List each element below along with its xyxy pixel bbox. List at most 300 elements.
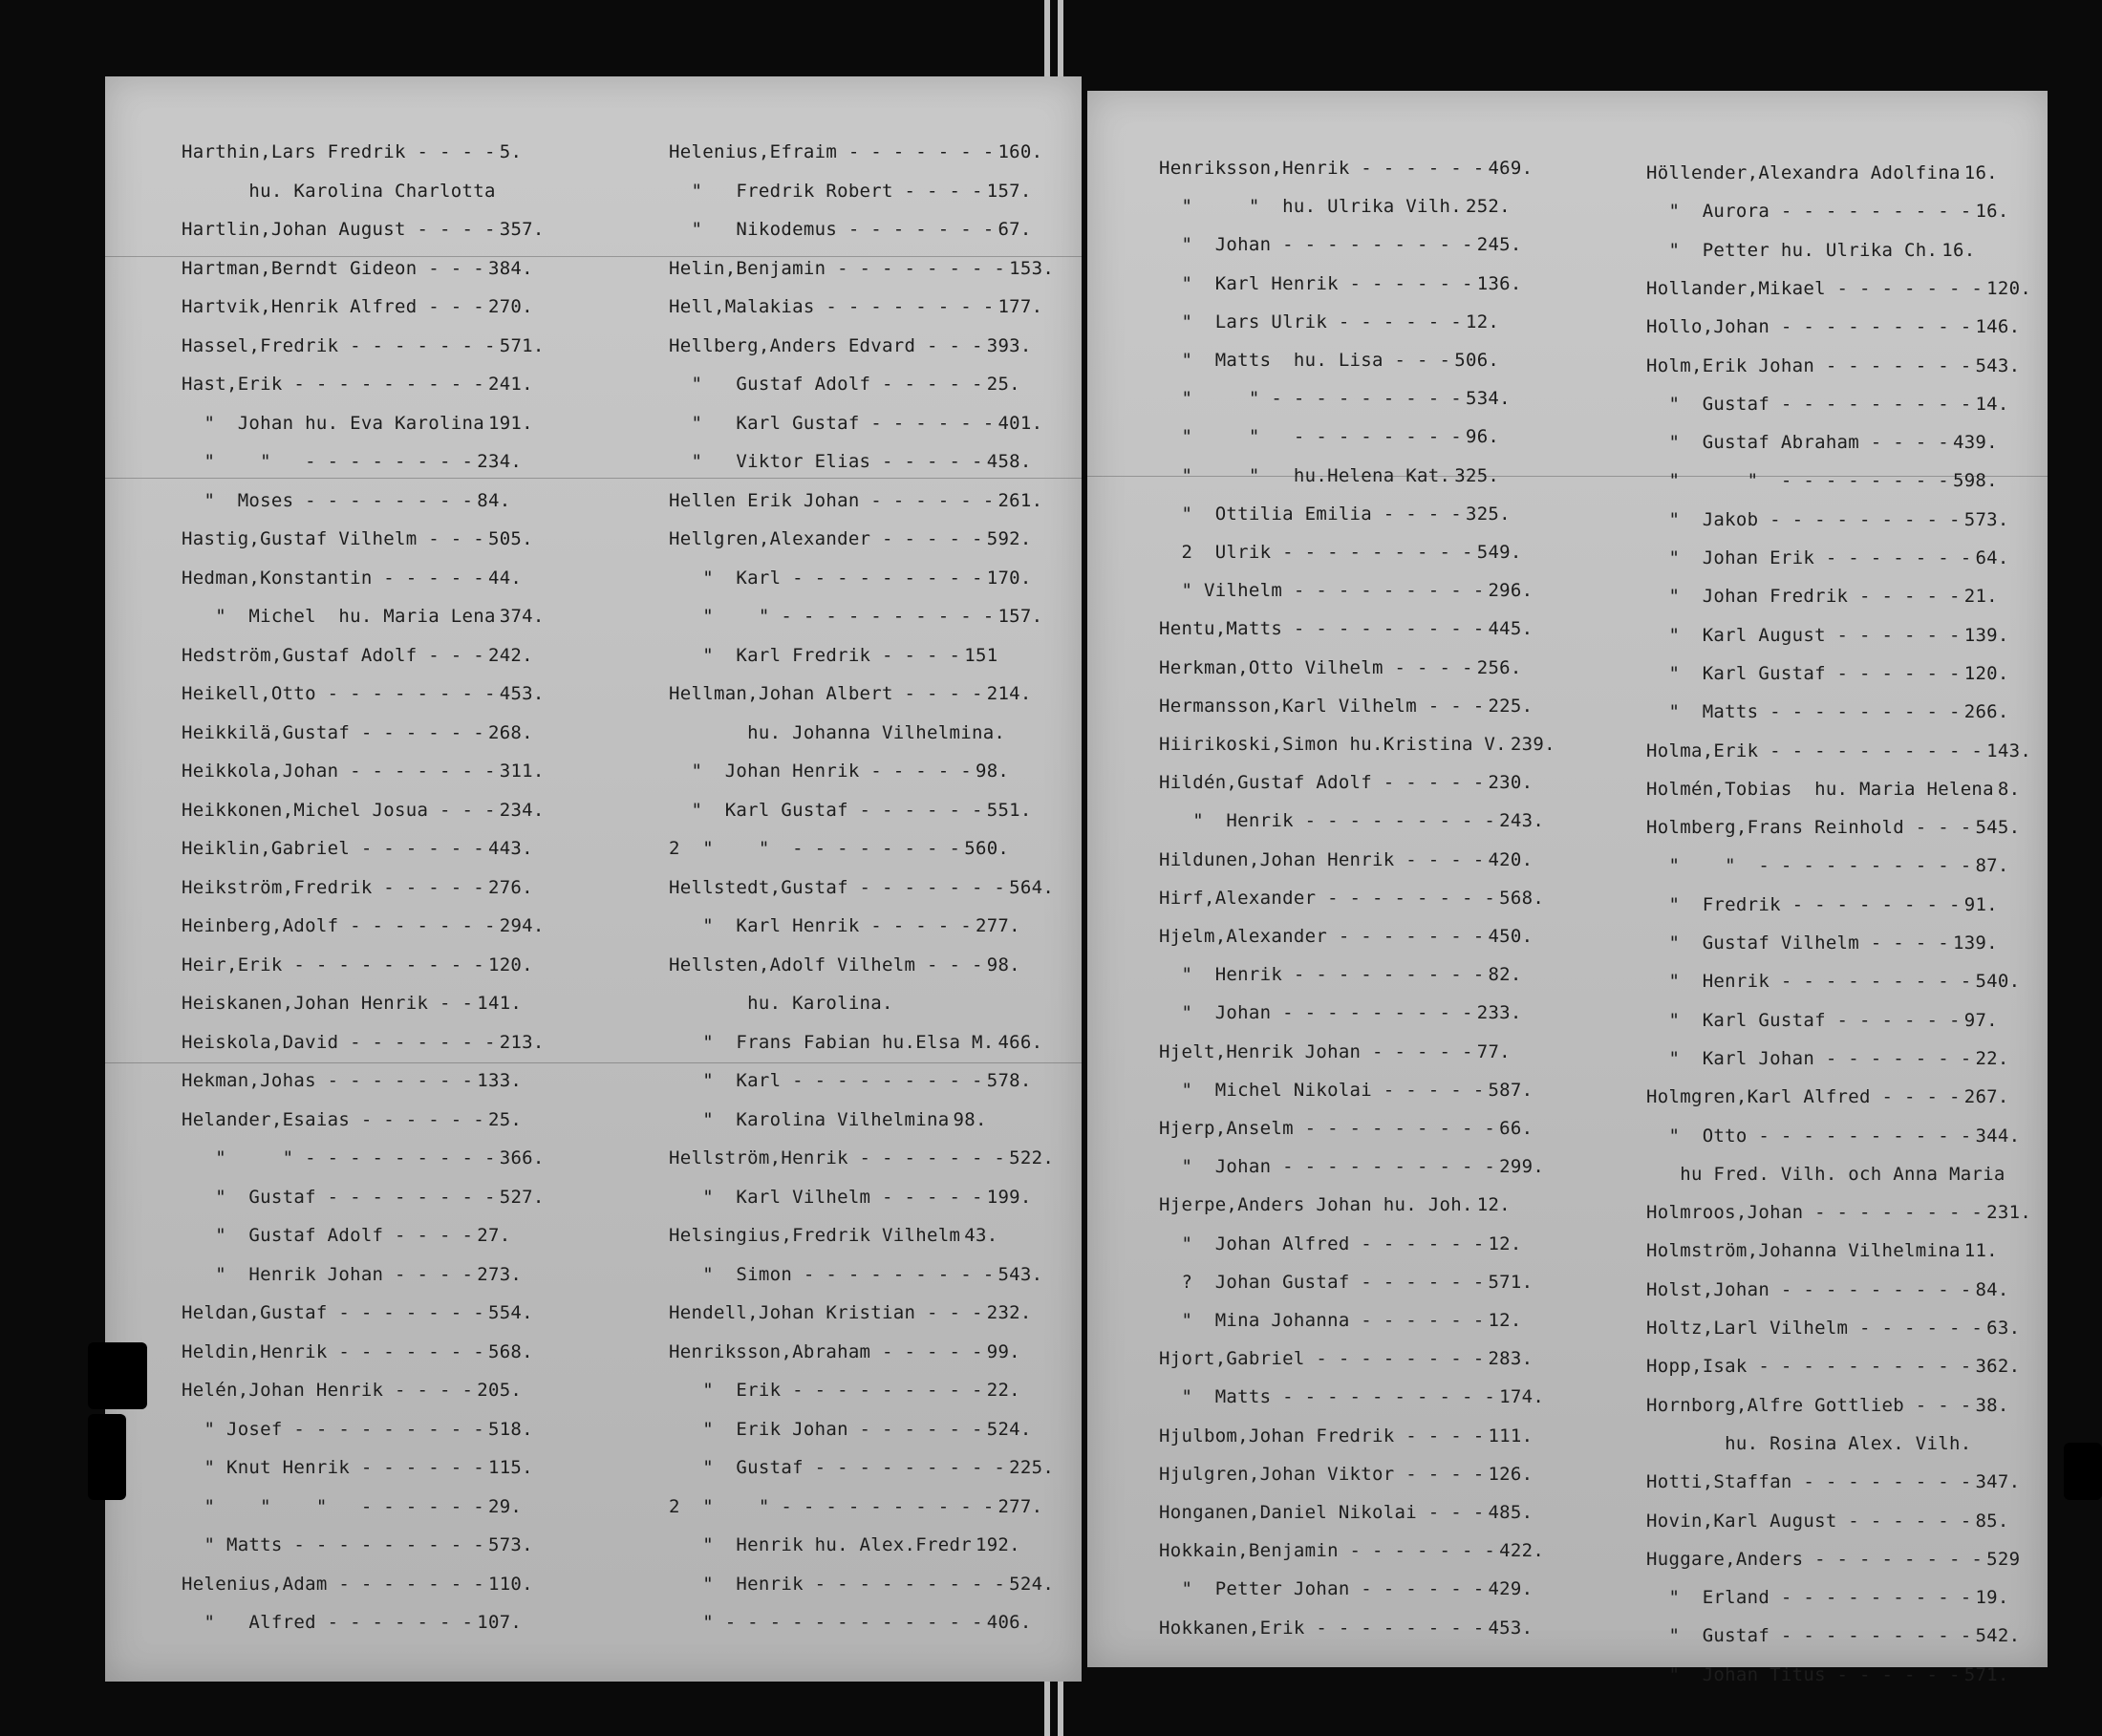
entry-name: Holst,Johan - - - - - - - - - <box>1646 1278 1972 1300</box>
index-entry <box>1646 1048 2009 1069</box>
entry-name: Hotti,Staffan - - - - - - - - <box>1646 1471 1972 1493</box>
entry-page-number: 347. <box>1975 1471 2021 1493</box>
left-tab-lower <box>88 1414 126 1500</box>
index-entry <box>1159 926 1533 947</box>
entry-name: " Gustaf - - - - - - - - - <box>1646 1625 1972 1647</box>
index-entry <box>1159 1156 1544 1177</box>
entry-page-number: 560. <box>964 838 1010 859</box>
entry-page-number: 283. <box>1488 1348 1534 1370</box>
entry-name: Hedström,Gustaf Adolf - - - <box>182 644 484 666</box>
index-entry <box>669 838 1009 859</box>
entry-page-number: 485. <box>1488 1502 1534 1523</box>
entry-page-number: 564. <box>1009 876 1055 898</box>
entry-page-number: 234. <box>499 799 545 821</box>
entry-name: " Gustaf Adolf - - - - <box>182 1225 474 1246</box>
entry-name: Hjort,Gabriel - - - - - - - - <box>1159 1348 1485 1370</box>
entry-name: Heiskanen,Johan Henrik - - <box>182 993 474 1014</box>
entry-name: Hassel,Fredrik - - - - - - - <box>182 334 496 356</box>
entry-name: Herkman,Otto Vilhelm - - - - <box>1159 656 1473 678</box>
entry-name: " " hu. Ulrika Vilh. <box>1159 196 1462 218</box>
entry-page-number: 543. <box>997 1263 1043 1285</box>
index-entry <box>669 413 1042 434</box>
index-entry <box>182 1187 545 1208</box>
entry-page-number: 466. <box>997 1031 1043 1053</box>
entry-name: Hellstedt,Gustaf - - - - - - - <box>669 876 1006 898</box>
entry-page-number: 111. <box>1488 1425 1534 1447</box>
entry-page-number: 311. <box>499 761 545 782</box>
entry-page-number: 120. <box>487 954 533 975</box>
index-entry <box>1646 932 1998 954</box>
entry-name: Hellen Erik Johan - - - - - - <box>669 489 995 511</box>
index-entry <box>182 683 545 704</box>
entry-name: " Gustaf Vilhelm - - - - <box>1646 932 1949 954</box>
entry-page-number: 469. <box>1488 158 1534 179</box>
entry-page-number: 12. <box>1476 1194 1511 1216</box>
entry-page-number: 16. <box>1963 162 1998 183</box>
entry-name: " Karl Gustaf - - - - - - <box>669 412 995 434</box>
index-entry <box>1159 810 1544 831</box>
index-entry <box>1159 1348 1533 1369</box>
index-entry <box>669 141 1042 162</box>
index-entry <box>1646 971 2020 992</box>
index-entry <box>182 451 522 472</box>
entry-page-number: 598. <box>1952 470 1998 492</box>
entry-page-number: 66. <box>1499 1118 1534 1139</box>
index-entry <box>1159 1233 1522 1254</box>
entry-page-number: 277. <box>975 915 1020 936</box>
entry-name: hu. Karolina. <box>669 993 893 1014</box>
entry-name: " Johan - - - - - - - - - <box>1159 234 1473 256</box>
entry-name: " Alfred - - - - - - - <box>182 1612 474 1633</box>
entry-page-number: 518. <box>487 1418 533 1440</box>
index-entry <box>182 1574 533 1595</box>
entry-page-number: 524. <box>986 1418 1032 1440</box>
entry-page-number: 234. <box>477 451 523 472</box>
entry-page-number: 270. <box>487 296 533 317</box>
entry-page-number: 63. <box>1986 1318 2021 1339</box>
entry-name: Helén,Johan Henrik - - - - <box>182 1380 474 1401</box>
entry-name: Hirf,Alexander - - - - - - - - <box>1159 887 1496 909</box>
entry-page-number: 77. <box>1476 1040 1511 1062</box>
entry-page-number: 98. <box>975 761 1010 782</box>
index-entry <box>1646 663 2009 684</box>
entry-page-number: 261. <box>997 489 1043 511</box>
entry-page-number: 374. <box>499 606 545 627</box>
entry-page-number: 136. <box>1476 272 1522 294</box>
index-entry <box>669 490 1042 511</box>
index-entry <box>669 181 1032 202</box>
entry-page-number: 67. <box>997 219 1032 240</box>
index-entry <box>1646 1125 2020 1147</box>
entry-name: " Matts - - - - - - - - - <box>1646 701 1961 723</box>
index-entry <box>1159 657 1522 678</box>
entry-page-number: 294. <box>499 915 545 936</box>
index-entry <box>1159 542 1522 563</box>
entry-page-number: 97. <box>1963 1009 1998 1031</box>
entry-page-number: 44. <box>487 567 523 589</box>
index-entry <box>182 1341 533 1362</box>
index-entry <box>1159 580 1533 601</box>
entry-page-number: 420. <box>1488 848 1534 870</box>
index-entry <box>182 181 496 202</box>
entry-name: " Moses - - - - - - - - <box>182 489 474 511</box>
entry-page-number: 174. <box>1499 1386 1545 1408</box>
entry-page-number: 267. <box>1963 1086 2009 1108</box>
entry-page-number: 91. <box>1963 893 1998 915</box>
entry-page-number: 522. <box>1009 1147 1055 1168</box>
entry-page-number: 139. <box>1952 932 1998 954</box>
entry-name: Hellström,Henrik - - - - - - - <box>669 1147 1006 1168</box>
entry-name: Huggare,Anders - - - - - - - - <box>1646 1548 1984 1570</box>
entry-page-number: 384. <box>487 257 533 279</box>
entry-name: " Karl Fredrik - - - - <box>669 644 961 666</box>
entry-page-number: 115. <box>487 1457 533 1478</box>
index-entry <box>182 1534 533 1555</box>
entry-name: " Knut Henrik - - - - - - <box>182 1457 484 1478</box>
index-entry <box>1159 234 1522 255</box>
entry-name: " Henrik hu. Alex.Fredr <box>669 1534 972 1555</box>
entry-name: " Michel Nikolai - - - - - <box>1159 1079 1485 1101</box>
entry-page-number: 157. <box>997 606 1043 627</box>
index-entry <box>1159 849 1533 870</box>
entry-page-number: 157. <box>986 180 1032 202</box>
entry-name: hu. Karolina Charlotta <box>182 180 496 202</box>
index-entry <box>669 915 1020 936</box>
index-entry <box>1646 1279 2009 1300</box>
index-entry <box>182 1457 533 1478</box>
index-entry <box>669 993 893 1014</box>
entry-page-number: 133. <box>477 1070 523 1091</box>
entry-name: Hokkain,Benjamin - - - - - - - <box>1159 1540 1496 1562</box>
ruled-line <box>105 478 1082 479</box>
entry-name: " Johan Alfred - - - - - - <box>1159 1232 1485 1254</box>
index-entry <box>669 1534 1020 1555</box>
entry-name: Holmgren,Karl Alfred - - - - <box>1646 1086 1961 1108</box>
entry-page-number: 120. <box>1963 662 2009 684</box>
entry-page-number: 505. <box>487 528 533 549</box>
entry-page-number: 43. <box>964 1225 998 1246</box>
index-entry <box>1646 1549 2020 1570</box>
entry-name: Hiirikoski,Simon hu.Kristina V. <box>1159 734 1507 755</box>
index-entry <box>182 1264 522 1285</box>
index-entry <box>1646 1664 2009 1685</box>
index-entry <box>1646 625 2009 646</box>
entry-page-number: 366. <box>499 1147 545 1168</box>
index-entry <box>182 645 533 666</box>
index-entry <box>669 1341 1020 1362</box>
entry-name: " Simon - - - - - - - - - <box>669 1263 995 1285</box>
entry-name: Holma,Erik - - - - - - - - - - <box>1646 739 1984 761</box>
entry-name: " " - - - - - - - - - <box>1159 388 1462 410</box>
entry-page-number: 393. <box>986 334 1032 356</box>
index-entry <box>182 258 533 279</box>
index-entry <box>669 877 1054 898</box>
index-entry <box>669 568 1032 589</box>
entry-page-number: 160. <box>997 141 1043 162</box>
entry-page-number: 25. <box>487 1108 523 1130</box>
index-entry <box>182 568 522 589</box>
entry-page-number: 38. <box>1975 1394 2009 1416</box>
entry-name: hu Fred. Vilh. och Anna Maria <box>1646 1163 2005 1185</box>
right-tab <box>2064 1443 2102 1500</box>
entry-page-number: 592. <box>986 528 1032 549</box>
index-entry <box>1159 1080 1533 1101</box>
index-entry <box>1646 1010 1998 1031</box>
entry-page-number: 268. <box>487 721 533 743</box>
index-entry <box>1646 1471 2020 1492</box>
index-entry <box>182 1612 522 1633</box>
index-entry <box>182 374 533 395</box>
entry-page-number: 5. <box>499 141 523 162</box>
entry-name: " Karl Henrik - - - - - - <box>1159 272 1473 294</box>
index-entry <box>1159 273 1522 294</box>
entry-page-number: 98. <box>953 1108 987 1130</box>
entry-name: " Karl Gustaf - - - - - - <box>1646 662 1961 684</box>
index-entry <box>1646 701 2009 722</box>
index-entry <box>669 1419 1032 1440</box>
entry-name: Heiskola,David - - - - - - - <box>182 1031 496 1053</box>
index-entry <box>1159 1578 1533 1599</box>
entry-page-number: 549. <box>1476 542 1522 563</box>
entry-name: Hjulbom,Johan Fredrik - - - - <box>1159 1425 1485 1447</box>
index-entry <box>182 1225 510 1246</box>
entry-name: " Nikodemus - - - - - - - <box>669 219 995 240</box>
entry-name: Heikkonen,Michel Josua - - - <box>182 799 496 821</box>
entry-page-number: 406. <box>986 1612 1032 1633</box>
entry-page-number: 27. <box>477 1225 511 1246</box>
entry-name: " Henrik Johan - - - - <box>182 1263 474 1285</box>
index-entry <box>182 1302 533 1323</box>
index-entry <box>1159 772 1533 793</box>
entry-page-number: 85. <box>1975 1510 2009 1532</box>
entry-name: 2 " " - - - - - - - - <box>669 838 961 859</box>
entry-name: " Viktor Elias - - - - - <box>669 451 983 472</box>
index-entry <box>1646 740 2031 761</box>
entry-page-number: 120. <box>1986 277 2032 299</box>
entry-name: Hokkanen,Erik - - - - - - - - <box>1159 1617 1485 1639</box>
entry-name: Hell,Malakias - - - - - - - - <box>669 296 995 317</box>
entry-name: Hendell,Johan Kristian - - - <box>669 1302 983 1323</box>
entry-page-number: 276. <box>487 876 533 898</box>
entry-name: Hartvik,Henrik Alfred - - - <box>182 296 484 317</box>
entry-page-number: 225. <box>1009 1457 1055 1478</box>
index-entry <box>669 1612 1032 1633</box>
entry-name: " Gustaf - - - - - - - - <box>182 1186 496 1208</box>
entry-name: " Gustaf - - - - - - - - - <box>669 1457 1006 1478</box>
entry-name: Henriksson,Henrik - - - - - - <box>1159 158 1485 179</box>
index-entry <box>1159 350 1499 371</box>
index-entry <box>669 1109 987 1130</box>
entry-page-number: 170. <box>986 567 1032 589</box>
entry-name: " Gustaf - - - - - - - - - <box>1646 393 1972 415</box>
entry-page-number: 25. <box>986 374 1020 395</box>
entry-name: Heldan,Gustaf - - - - - - - <box>182 1302 484 1323</box>
index-entry <box>1646 1318 2020 1339</box>
index-entry <box>182 1032 545 1053</box>
index-entry <box>182 1109 522 1130</box>
index-entry <box>1646 1202 2031 1223</box>
entry-page-number: 568. <box>487 1340 533 1362</box>
entry-page-number: 277. <box>997 1495 1043 1517</box>
entry-name: " " hu.Helena Kat. <box>1159 464 1451 486</box>
entry-name: Holm,Erik Johan - - - - - - - <box>1646 354 1972 376</box>
entry-name: Höllender,Alexandra Adolfina <box>1646 162 1961 183</box>
index-entry <box>1159 1464 1533 1485</box>
entry-page-number: 578. <box>986 1070 1032 1091</box>
entry-page-number: 16. <box>1941 239 1976 261</box>
index-entry <box>1646 240 1975 261</box>
entry-name: Hollo,Johan - - - - - - - - - <box>1646 316 1972 338</box>
index-entry <box>182 335 545 356</box>
entry-name: Hjelt,Henrik Johan - - - - - <box>1159 1040 1473 1062</box>
entry-page-number: 256. <box>1476 656 1522 678</box>
index-entry <box>669 335 1032 356</box>
index-entry <box>1646 547 2009 568</box>
entry-page-number: 14. <box>1975 393 2009 415</box>
entry-name: Henriksson,Abraham - - - - - <box>669 1340 983 1362</box>
entry-page-number: 273. <box>477 1263 523 1285</box>
index-entry <box>669 1147 1054 1168</box>
entry-page-number: 534. <box>1465 388 1511 410</box>
entry-page-number: 252. <box>1465 196 1511 218</box>
entry-name: 2 Ulrik - - - - - - - - - <box>1159 542 1473 563</box>
entry-page-number: 139. <box>1963 624 2009 646</box>
entry-name: " Karl Henrik - - - - - <box>669 915 972 936</box>
index-entry <box>1159 196 1511 217</box>
index-entry <box>1159 1118 1533 1139</box>
index-entry <box>669 1574 1054 1595</box>
entry-page-number: 527. <box>499 1186 545 1208</box>
entry-page-number: 573. <box>1963 508 2009 530</box>
entry-name: hu. Rosina Alex. Vilh. <box>1646 1432 1972 1454</box>
entry-name: " Karl Gustaf - - - - - - <box>669 799 983 821</box>
entry-page-number: 401. <box>997 412 1043 434</box>
entry-name: " Karl August - - - - - - <box>1646 624 1961 646</box>
entry-name: ? Johan Gustaf - - - - - - <box>1159 1271 1485 1293</box>
entry-page-number: 64. <box>1975 547 2009 568</box>
entry-page-number: 177. <box>997 296 1043 317</box>
entry-name: " Matts - - - - - - - - - <box>182 1534 484 1555</box>
entry-page-number: 529 <box>1986 1548 2021 1570</box>
entry-page-number: 357. <box>499 219 545 240</box>
entry-page-number: 22. <box>986 1380 1020 1401</box>
index-entry <box>669 528 1032 549</box>
entry-name: " Gustaf Adolf - - - - - <box>669 374 983 395</box>
index-entry <box>669 1032 1042 1053</box>
index-entry <box>182 800 545 821</box>
entry-name: " Lars Ulrik - - - - - - <box>1159 311 1462 332</box>
entry-page-number: 266. <box>1963 701 2009 723</box>
index-entry <box>1159 158 1533 179</box>
entry-page-number: 98. <box>986 954 1020 975</box>
entry-name: Hartman,Berndt Gideon - - - <box>182 257 484 279</box>
index-entry <box>1159 465 1499 486</box>
entry-page-number: 16. <box>1975 201 2009 223</box>
entry-page-number: 450. <box>1488 926 1534 947</box>
entry-page-number: 242. <box>487 644 533 666</box>
entry-name: Heiklin,Gabriel - - - - - - <box>182 838 484 859</box>
entry-name: " Josef - - - - - - - - - <box>182 1418 484 1440</box>
entry-name: Hollander,Mikael - - - - - - - <box>1646 277 1984 299</box>
index-entry <box>182 954 533 975</box>
index-entry <box>1646 278 2031 299</box>
entry-page-number: 199. <box>986 1186 1032 1208</box>
entry-page-number: 543. <box>1975 354 2021 376</box>
index-entry <box>1159 1540 1544 1561</box>
index-entry <box>1646 855 2009 876</box>
index-entry <box>1159 1502 1533 1523</box>
entry-name: Hildén,Gustaf Adolf - - - - - <box>1159 772 1485 794</box>
index-entry <box>1646 201 2009 222</box>
entry-page-number: 213. <box>499 1031 545 1053</box>
entry-page-number: 19. <box>1975 1587 2009 1609</box>
index-entry <box>1159 1310 1522 1331</box>
entry-name: Helsingius,Fredrik Vilhelm <box>669 1225 961 1246</box>
index-entry <box>182 877 533 898</box>
entry-name: Hellgren,Alexander - - - - - <box>669 528 983 549</box>
entry-name: " " - - - - - - - - <box>1159 426 1462 448</box>
entry-name: " Karl Vilhelm - - - - - <box>669 1186 983 1208</box>
index-entry <box>1646 162 1998 183</box>
index-entry <box>1159 1618 1533 1639</box>
entry-name: " " - - - - - - - - - - <box>669 606 995 627</box>
entry-name: hu. Johanna Vilhelmina. <box>669 721 1006 743</box>
index-entry <box>669 1264 1042 1285</box>
entry-name: " " - - - - - - - - - <box>182 1147 496 1168</box>
entry-name: Helander,Esaias - - - - - - <box>182 1108 484 1130</box>
entry-page-number: 241. <box>487 374 533 395</box>
entry-name: Hellman,Johan Albert - - - - <box>669 683 983 704</box>
entry-page-number: 153. <box>1009 257 1055 279</box>
entry-name: Hjelm,Alexander - - - - - - - <box>1159 926 1485 947</box>
index-entry <box>1646 432 1998 453</box>
index-entry <box>669 1457 1054 1478</box>
entry-name: Honganen,Daniel Nikolai - - - <box>1159 1502 1485 1523</box>
entry-page-number: 225. <box>1488 695 1534 717</box>
index-entry <box>1646 1356 2020 1377</box>
entry-page-number: 344. <box>1975 1125 2021 1147</box>
entry-name: " Petter hu. Ulrika Ch. <box>1646 239 1939 261</box>
index-entry <box>669 1380 1020 1401</box>
index-entry <box>1646 779 2020 800</box>
entry-page-number: 233. <box>1476 1002 1522 1024</box>
entry-name: " Johan Erik - - - - - - - <box>1646 547 1972 568</box>
index-entry <box>182 1380 522 1401</box>
entry-name: Hopp,Isak - - - - - - - - - - <box>1646 1356 1972 1378</box>
entry-name: " Johan Henrik - - - - - <box>669 761 972 782</box>
entry-name: Holtz,Larl Vilhelm - - - - - - <box>1646 1318 1984 1339</box>
entry-page-number: 571. <box>1488 1271 1534 1293</box>
entry-name: Helenius,Efraim - - - - - - - <box>669 141 995 162</box>
entry-page-number: 571. <box>499 334 545 356</box>
index-entry <box>669 1225 997 1246</box>
entry-page-number: 458. <box>986 451 1032 472</box>
index-entry <box>182 838 533 859</box>
index-entry <box>182 490 510 511</box>
index-entry <box>1159 504 1511 525</box>
index-entry <box>1159 1002 1522 1023</box>
index-entry <box>182 296 533 317</box>
index-entry <box>182 915 545 936</box>
entry-name: Hentu,Matts - - - - - - - - - <box>1159 618 1485 640</box>
entry-name: " Gustaf Abraham - - - - <box>1646 432 1949 454</box>
index-entry <box>1646 1587 2009 1608</box>
entry-name: " Karl - - - - - - - - - <box>669 1070 983 1091</box>
index-entry <box>1646 1395 2009 1416</box>
index-entry <box>1159 426 1499 447</box>
index-entry <box>1646 1511 2009 1532</box>
entry-name: " " " - - - - - - <box>182 1495 484 1517</box>
